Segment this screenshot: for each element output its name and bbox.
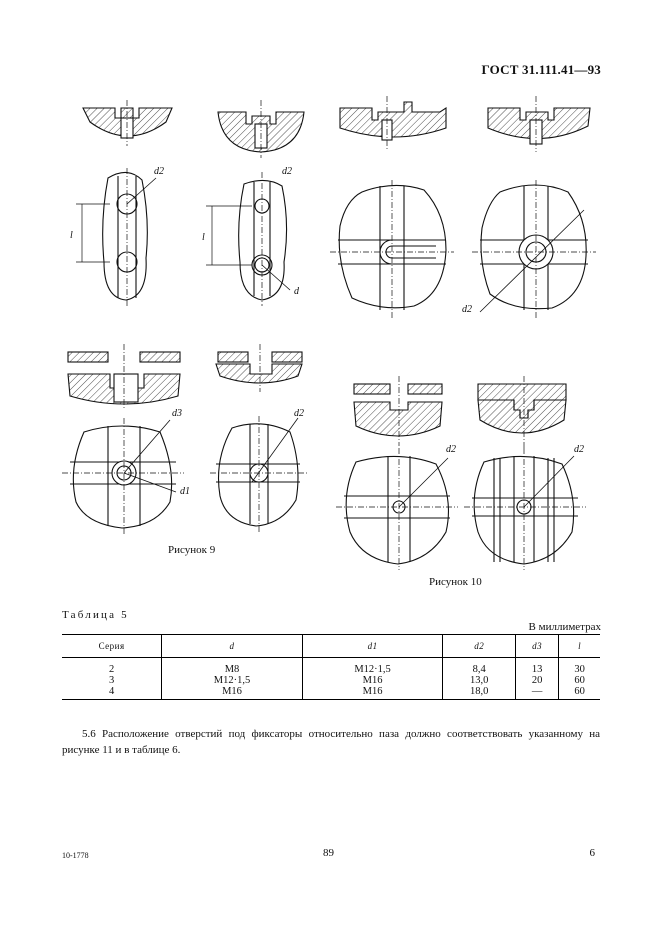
cell: 2 — [108, 664, 115, 675]
plan-7 — [336, 448, 458, 570]
cell: 8,4 — [443, 658, 516, 676]
cell: M12·1,5 — [162, 675, 303, 686]
cell: 13 — [516, 658, 559, 676]
label-l-2: l — [202, 232, 205, 243]
label-d2-4: d2 — [294, 408, 304, 419]
header-d: d — [162, 635, 303, 658]
cell: 4 — [62, 686, 162, 700]
plan-2 — [206, 172, 290, 306]
header-d3: d3 — [516, 635, 559, 658]
footer-print-code: 10-1778 — [62, 851, 89, 860]
figure-10-caption: Рисунок 10 — [429, 576, 482, 588]
cell: — — [516, 686, 559, 700]
cell: 60 — [559, 675, 600, 686]
cell: 13,0 — [443, 675, 516, 686]
section-4 — [488, 96, 590, 152]
footer-page-number: 89 — [323, 847, 334, 859]
table-row — [62, 658, 600, 676]
cell: M8 — [162, 658, 303, 676]
plan-5 — [62, 418, 184, 534]
header-l: l — [559, 635, 600, 658]
table-units: В миллиметрах — [528, 621, 601, 633]
section-3 — [340, 96, 446, 150]
section-1 — [83, 100, 172, 146]
plan-3 — [330, 180, 454, 318]
cell: 30 — [559, 658, 600, 676]
figure-9-caption: Рисунок 9 — [168, 544, 216, 556]
plan-1 — [76, 168, 156, 308]
table-title: Таблица 5 — [62, 609, 129, 621]
table-row — [62, 686, 600, 700]
section-6 — [216, 344, 302, 392]
label-d1: d1 — [180, 486, 190, 497]
cell: 18,0 — [443, 686, 516, 700]
label-d2-2: d2 — [282, 166, 292, 177]
cell: M16 — [302, 675, 443, 686]
label-d2-6: d2 — [574, 444, 584, 455]
cell: 60 — [559, 686, 600, 700]
label-l-1: l — [70, 230, 73, 241]
section-8 — [478, 376, 566, 448]
body-paragraph: 5.6 Расположение отверстий под фиксаторы относительно паза должно соответствовать указанному на рисунке 11 и в таблице 6. — [62, 728, 600, 756]
cell: M16 — [162, 686, 303, 700]
table-5 — [62, 634, 600, 700]
header-series: Серия — [62, 635, 162, 658]
plan-8 — [464, 448, 586, 570]
footer-sheet-number: 6 — [589, 847, 595, 859]
label-d2-5: d2 — [446, 444, 456, 455]
cell: M16 — [302, 686, 443, 700]
cell: 20 — [516, 675, 559, 686]
table-row — [62, 675, 600, 686]
header-d1: d1 — [302, 635, 443, 658]
plan-6 — [210, 416, 308, 532]
standard-code: ГОСТ 31.111.41—93 — [481, 62, 601, 77]
section-2 — [218, 100, 304, 158]
cell: M12·1,5 — [302, 658, 443, 676]
label-d-1: d — [294, 286, 299, 297]
label-d3: d3 — [172, 408, 182, 419]
plan-4 — [472, 180, 596, 318]
header-d2: d2 — [443, 635, 516, 658]
table-header-row — [62, 635, 600, 658]
label-d2-3: d2 — [462, 304, 472, 315]
label-d2-1: d2 — [154, 166, 164, 177]
section-7 — [354, 376, 442, 446]
cell: 3 — [108, 675, 115, 686]
section-5 — [68, 344, 180, 408]
